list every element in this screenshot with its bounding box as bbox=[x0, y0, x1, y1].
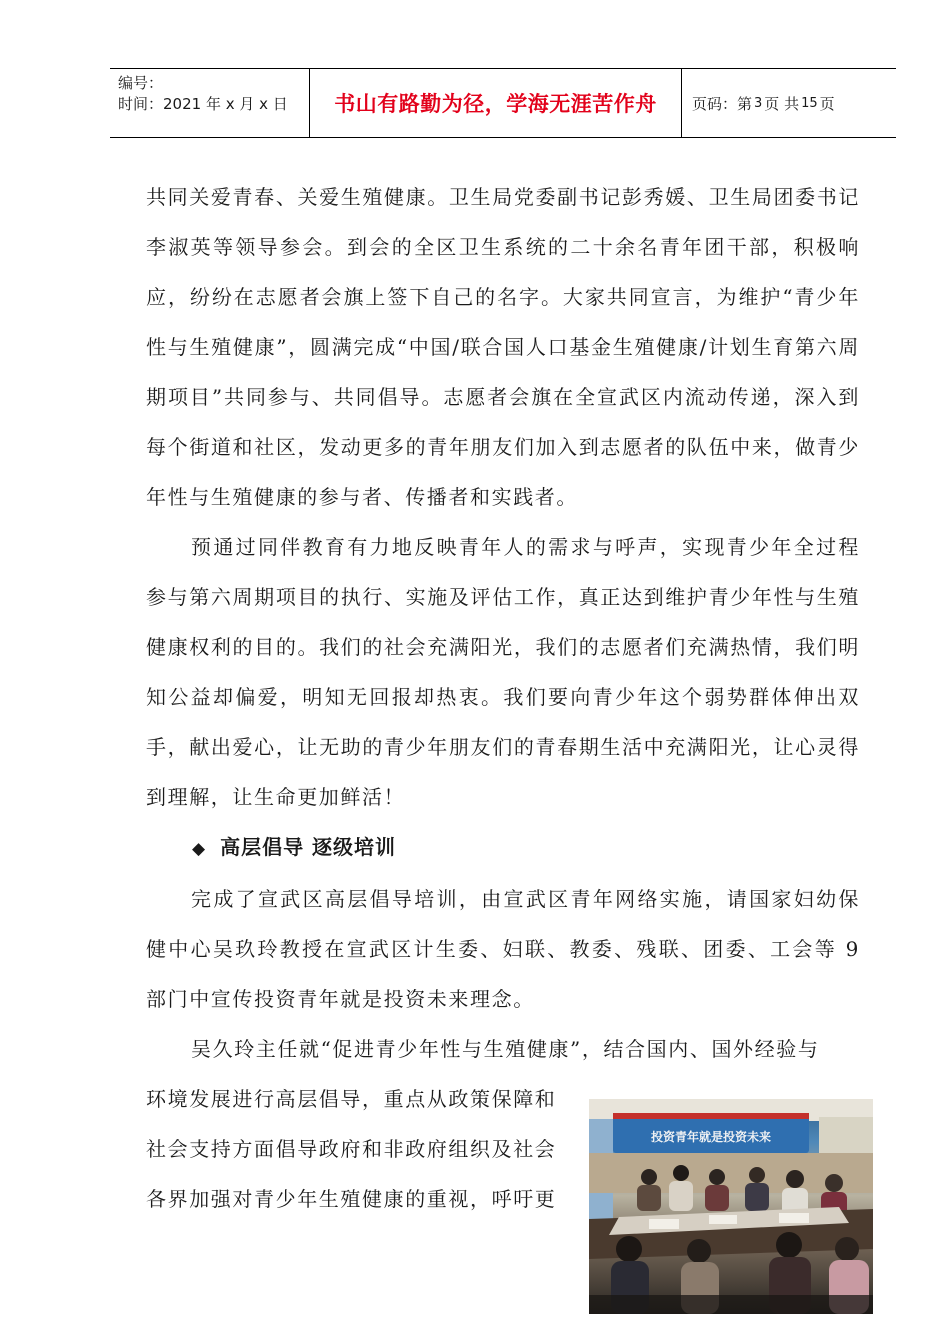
section-heading-text: 高层倡导 逐级培训 bbox=[220, 835, 397, 859]
page-total: 15 bbox=[801, 95, 818, 111]
paragraph-1: 共同关爱青春、关爱生殖健康。卫生局党委副书记彭秀媛、卫生局团委书记李淑英等领导参会。到会的全区卫生系统的二十余名青年团干部，积极响应，纷纷在志愿者会旗上签下自己的名字。大家共同宣言，为维护“青少年性与生殖健康”，圆满完成“中国/联合国人口基金生殖健康/计划生育第六周期项目”共同参与、共同倡导。志愿者会旗在全宣武区内流动传递，深入到每个街道和社区，发动更多的青年朋友们加入到志愿者的队伍中来，做青少年性与生殖健康的参与者、传播者和实践者。 bbox=[146, 185, 860, 509]
document-body bbox=[146, 172, 860, 1224]
time-label: 时间：2021 年 x 月 x 日 bbox=[118, 95, 288, 113]
page-suffix: 页 bbox=[819, 94, 835, 113]
page-number bbox=[682, 69, 896, 137]
section-heading bbox=[146, 822, 860, 874]
wrap-line-3: 各界加强对青少年生殖健康的重视，呼吁更 bbox=[146, 1187, 557, 1211]
wrapped-text bbox=[146, 1074, 591, 1224]
page-prefix: 页码：第 bbox=[692, 94, 753, 113]
photo-banner-text: 投资青年就是投资未来 bbox=[650, 1130, 772, 1144]
page-current: 3 bbox=[754, 95, 763, 111]
header-meta bbox=[110, 69, 310, 137]
meeting-photo-illustration bbox=[589, 1099, 873, 1314]
page-header bbox=[110, 68, 896, 138]
wrap-line-1: 环境发展进行高层倡导，重点从政策保障和 bbox=[146, 1087, 557, 1111]
number-label: 编号： bbox=[118, 74, 164, 92]
paragraph-4: 吴久玲主任就“促进青少年性与生殖健康”，结合国内、国外经验与 bbox=[191, 1037, 820, 1061]
diamond-bullet-icon: ◆ bbox=[192, 839, 207, 859]
meeting-photo bbox=[589, 1099, 873, 1314]
paragraph-3: 完成了宣武区高层倡导培训，由宣武区青年网络实施，请国家妇幼保健中心吴玖玲教授在宣武区计生委、妇联、教委、残联、团委、工会等 9 部门中宣传投资青年就是投资未来理念。 bbox=[146, 887, 860, 1011]
header-motto: 书山有路勤为径，学海无涯苦作舟 bbox=[310, 69, 682, 137]
paragraph-2: 预通过同伴教育有力地反映青年人的需求与呼声，实现青少年全过程参与第六周期项目的执行、实施及评估工作，真正达到维护青少年性与生殖健康权利的目的。我们的社会充满阳光，我们的志愿者们充满热情，我们明知公益却偏爱，明知无回报却热衷。我们要向青少年这个弱势群体伸出双手，献出爱心，让无助的青少年朋友们的青春期生活中充满阳光，让心灵得到理解，让生命更加鲜活！ bbox=[146, 535, 860, 809]
wrap-line-2: 社会支持方面倡导政府和非政府组织及社会 bbox=[146, 1137, 557, 1161]
page-mid: 页 共 bbox=[764, 94, 800, 113]
